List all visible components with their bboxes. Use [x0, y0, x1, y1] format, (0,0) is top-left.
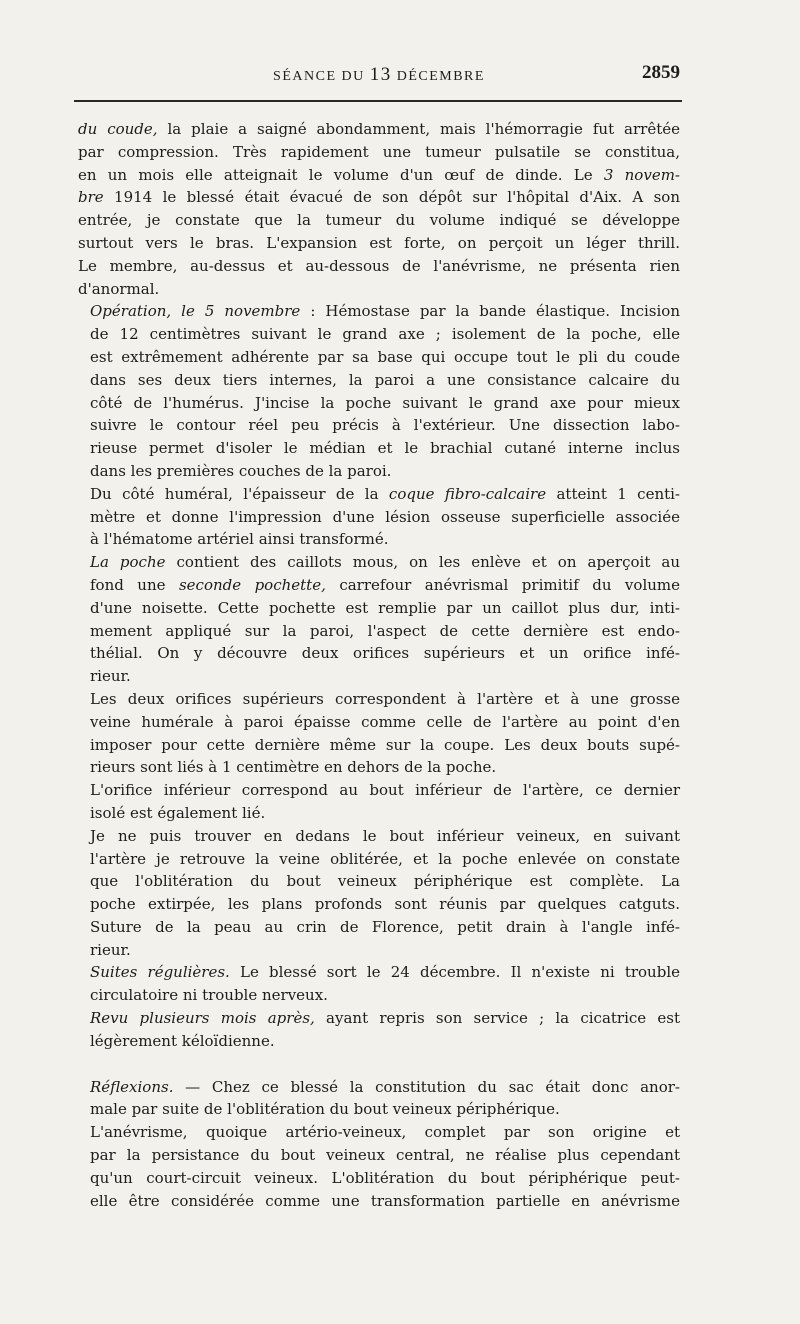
- paragraph-3: Du côté huméral, l'épaisseur de la coque fibro-calcaire atteint 1 centi- mètre et donne l'impression d'une lésion osseuse superficielle associée à l'hématome artériel ainsi transformé.: [90, 484, 680, 549]
- paragraph-9: Revu plusieurs mois après, ayant repris son service ; la cicatrice est légèrement kéloïdienne.: [90, 1009, 680, 1050]
- running-title: SÉANCE DU 13 DÉCEMBRE: [273, 64, 485, 85]
- paragraph-6: L'orifice inférieur correspond au bout inférieur de l'artère, ce dernier isolé est également lié.: [90, 781, 680, 822]
- paragraph-5: Les deux orifices supérieurs correspondent à l'artère et à une grosse veine humérale à paroi épaisse comme celle de l'artère au point d'en imposer pour cette dernière même sur la coupe. Les deux bouts supé- rieurs sont liés à 1 centimètre en dehors de la poche.: [90, 689, 680, 777]
- paragraph-10: Réflexions. — Chez ce blessé la constitution du sac était donc anor- male par suite de l'oblitération du bout veineux périphérique.: [90, 1077, 680, 1119]
- header-rule: [74, 100, 682, 102]
- paragraph-8: Suites régulières. Le blessé sort le 24 décembre. Il n'existe ni trouble circulatoire ni trouble nerveux.: [90, 963, 680, 1005]
- paragraph-11: L'anévrisme, quoique artério-veineux, complet par son origine et par la persistance du bout veineux central, ne réalise plus cependant qu'un court-circuit veineux. L'oblitération du bout périphérique peut- elle être considérée comme une transformation partielle en anévrisme: [90, 1123, 680, 1210]
- paragraph-2: Opération, le 5 novembre : Hémostase par la bande élastique. Incision de 12 centimètres suivant le grand axe ; isolement de la poche, elle est extrêmement adhérente par sa base qui occupe tout le pli du coude dans ses deux tiers internes, la paroi a une consistance calcaire du côté de l'humérus. J'incise la poche suivant le grand axe pour mieux suivre le contour réel peu précis à l'extérieur. Une dissection labo- rieuse permet d'isoler le médian et le brachial cutané interne inclus dans les premières couches de la paroi.: [90, 302, 680, 480]
- paragraph-7: Je ne puis trouver en dedans le bout inférieur veineux, en suivant l'artère je retrouve la veine oblitérée, et la poche enlevée on constate que l'oblitération du bout veineux périphérique est complète. La poche extirpée, les plans profonds sont réunis par quelques catguts. Suture de la peau au crin de Florence, petit drain à l'angle infé- rieur.: [90, 826, 680, 959]
- paragraph-4: La poche contient des caillots mous, on les enlève et on aperçoit au fond une seconde pochette, carrefour anévrismal primitif du volume d'une noisette. Cette pochette est remplie par un caillot plus dur, inti- mement appliqué sur la paroi, l'aspect de cette dernière est endo- thélial. On y découvre deux orifices supérieurs et un orifice infé- rieur.: [90, 553, 680, 686]
- page-number: 2859: [642, 62, 680, 83]
- paragraph-1: du coude, la plaie a saigné abondamment, mais l'hémorragie fut arrêtée par compression. Très rapidement une tumeur pulsatile se constitua, en un mois elle atteignait le volume d'un œuf de dinde. Le 3 novem- bre 1914 le blessé était évacué de son dépôt sur l'hôpital d'Aix. A son entrée, je constate que la tumeur du volume indiqué se développe surtout vers le bras. L'expansion est forte, on perçoit un léger thrill. Le membre, au-dessus et au-dessous de l'anévrisme, ne présenta rien d'anormal.: [78, 120, 680, 298]
- body-text: [78, 118, 680, 1212]
- page-header: [78, 62, 680, 90]
